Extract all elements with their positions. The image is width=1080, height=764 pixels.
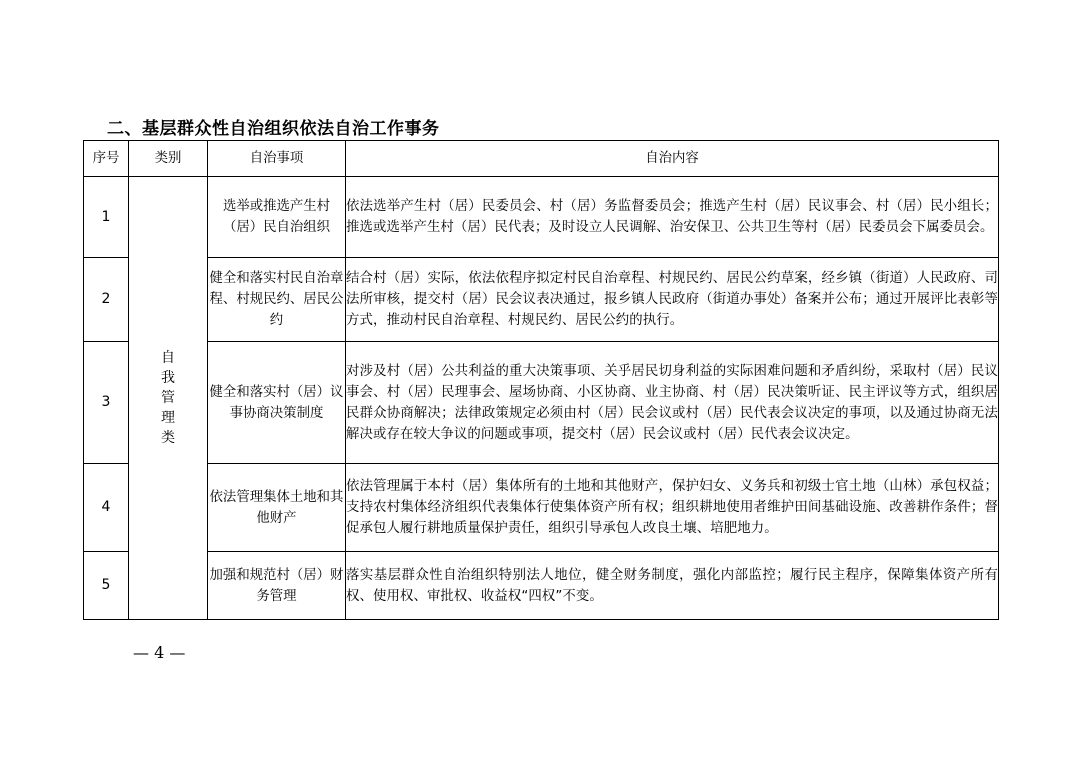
header-item: 自治事项 (208, 141, 346, 177)
row-content: 依法选举产生村（居）民委员会、村（居）务监督委员会；推选产生村（居）民议事会、村（居）民小组长；推选或选举产生村（居）民代表；及时设立人民调解、治安保卫、公共卫生等村（居）民委员会下属委员会。 (346, 177, 999, 258)
row-content: 依法管理属于本村（居）集体所有的土地和其他财产，保护妇女、义务兵和初级士官土地（山林）承包权益；支持农村集体经济组织代表集体行使集体资产所有权；组织耕地使用者维护田间基础设施、改善耕作条件；督促承包人履行耕地质量保护责任，组织引导承包人改良土壤、培肥地力。 (346, 464, 999, 552)
row-number: 3 (84, 342, 129, 464)
row-item: 健全和落实村（居）议事协商决策制度 (208, 342, 346, 464)
row-content: 结合村（居）实际，依法依程序拟定村民自治章程、村规民约、居民公约草案，经乡镇（街道）人民政府、司法所审核，提交村（居）民会议表决通过，报乡镇人民政府（街道办事处）备案并公布；通过开展评比表彰等方式，推动村民自治章程、村规民约、居民公约的执行。 (346, 258, 999, 342)
row-number: 2 (84, 258, 129, 342)
table-row (84, 552, 999, 620)
table-row (84, 177, 999, 258)
row-number: 5 (84, 552, 129, 620)
section-title: 二、基层群众性自治组织依法自治工作事务 (107, 119, 440, 139)
row-number: 1 (84, 177, 129, 258)
row-content: 落实基层群众性自治组织特别法人地位，健全财务制度，强化内部监控；履行民主程序，保障集体资产所有权、使用权、审批权、收益权“四权”不变。 (346, 552, 999, 620)
row-number: 4 (84, 464, 129, 552)
row-item: 选举或推选产生村（居）民自治组织 (208, 177, 346, 258)
row-item: 依法管理集体土地和其他财产 (208, 464, 346, 552)
header-number: 序号 (84, 141, 129, 177)
category-cell (129, 177, 208, 620)
self-governance-table (83, 140, 999, 620)
header-content: 自治内容 (346, 141, 999, 177)
table-header-row (84, 141, 999, 177)
row-content: 对涉及村（居）公共利益的重大决策事项、关乎居民切身利益的实际困难问题和矛盾纠纷，采取村（居）民议事会、村（居）民理事会、屋场协商、小区协商、业主协商、村（居）民决策听证、民主评议等方式，组织居民群众协商解决；法律政策规定必须由村（居）民会议或村（居）民代表会议决定的事项，以及通过协商无法解决或存在较大争议的问题或事项，提交村（居）民会议或村（居）民代表会议决定。 (346, 342, 999, 464)
category-label: 自我管理类 (161, 349, 175, 446)
row-item: 加强和规范村（居）财务管理 (208, 552, 346, 620)
table-row (84, 258, 999, 342)
table-row (84, 464, 999, 552)
page-number: — 4 — (133, 643, 186, 662)
row-item: 健全和落实村民自治章程、村规民约、居民公约 (208, 258, 346, 342)
header-category: 类别 (129, 141, 208, 177)
table-row (84, 342, 999, 464)
